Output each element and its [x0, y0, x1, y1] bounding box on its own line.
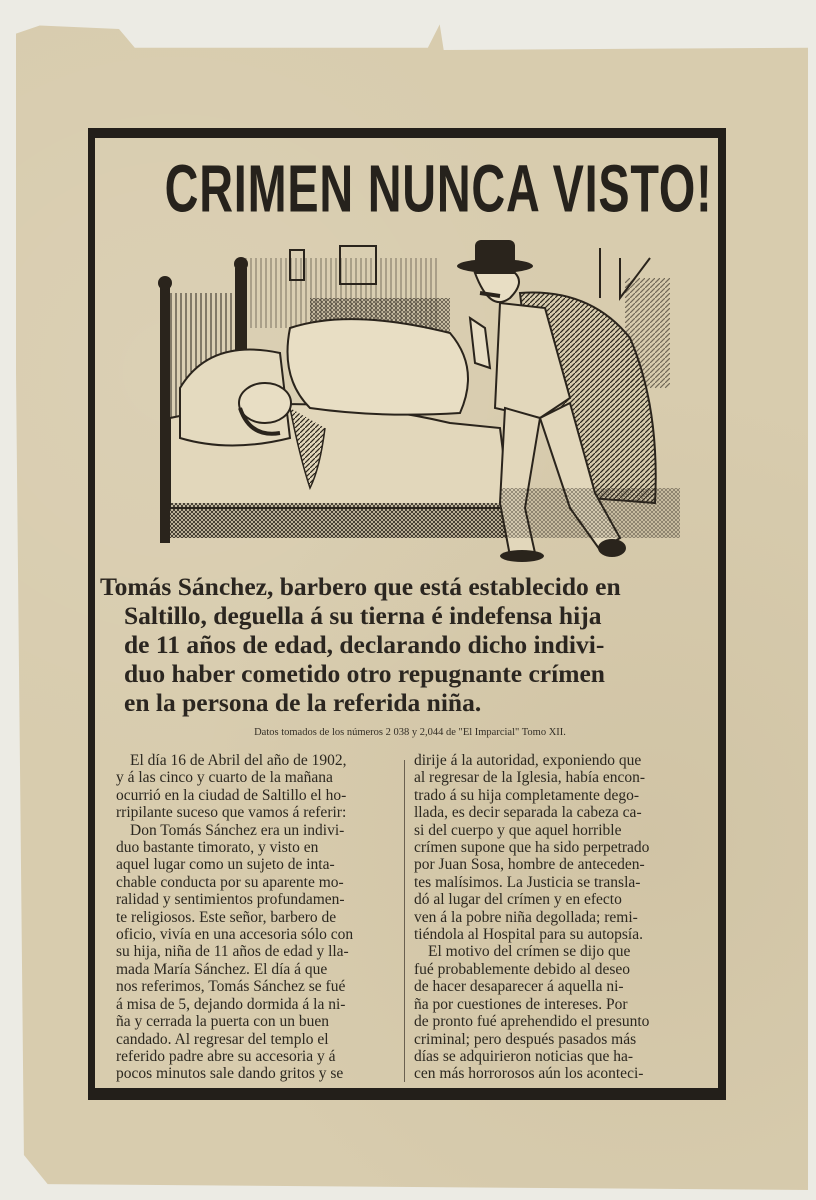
text-line: pocos minutos sale dando gritos y se: [116, 1065, 344, 1083]
engraving-illustration-icon: [150, 238, 680, 568]
text-line: de hacer desaparecer á aquella ni-: [414, 978, 624, 996]
column-divider: [404, 760, 405, 1082]
text-line: candado. Al regresar del templo el: [116, 1030, 329, 1048]
subheadline-line: Saltillo, deguella á su tierna é indefensa hija: [124, 601, 602, 630]
text-line: y á las cinco y cuarto de la mañana: [116, 769, 333, 787]
text-line: mada María Sánchez. El día á que: [116, 960, 328, 978]
text-line: Don Tomás Sánchez era un indivi-: [130, 821, 345, 839]
subheadline-line: Tomás Sánchez, barbero que está establecido en: [100, 572, 621, 601]
text-line: tes malísimos. La Justicia se transla-: [414, 873, 641, 891]
text-line: oficio, vivía en una accesoria sólo con: [116, 926, 354, 944]
text-line: criminal; pero después pasados más: [414, 1030, 637, 1048]
text-line: días se adquirieron noticias que ha-: [414, 1047, 634, 1065]
text-line: ocurrió en la ciudad de Saltillo el ho-: [116, 786, 347, 804]
text-line: fué probablemente debido al deseo: [414, 960, 631, 978]
text-line: llada, es decir separada la cabeza ca-: [414, 804, 642, 822]
text-line: ralidad y sentimientos profundamen-: [116, 891, 345, 909]
text-line: dirije á la autoridad, exponiendo que: [414, 752, 642, 769]
article-column-right: [414, 752, 704, 1083]
text-line: El día 16 de Abril del año de 1902,: [130, 752, 347, 769]
text-line: de pronto fué aprehendido el presunto: [414, 1013, 650, 1031]
text-line: rripilante suceso que vamos á referir:: [116, 804, 347, 822]
text-line: por Juan Sosa, hombre de anteceden-: [414, 856, 645, 874]
text-line: tiéndola al Hospital para su autopsía.: [414, 926, 643, 944]
text-line: ña por cuestiones de intereses. Por: [414, 995, 628, 1013]
text-line: su hija, niña de 11 años de edad y lla-: [116, 943, 349, 961]
text-line: trado á su hija completamente dego-: [414, 786, 640, 804]
subheadline-line: de 11 años de edad, declarando dicho indivi-: [124, 630, 605, 659]
text-line: crímen supone que ha sido perpetrado: [414, 839, 650, 857]
text-line: duo bastante timorato, y visto en: [116, 839, 319, 857]
subheadline-line: duo haber cometido otro repugnante crímen: [124, 659, 605, 688]
text-line: ña y cerrada la puerta con un buen: [116, 1013, 330, 1031]
text-line: cen más horrorosos aún los aconteci-: [414, 1065, 644, 1083]
text-line: si del cuerpo y que aquel horrible: [414, 821, 622, 839]
text-line: chable conducta por su aparente mo-: [116, 873, 344, 891]
subheadline: [100, 572, 712, 717]
source-note: Datos tomados de los números 2 038 y 2,044 de "El Imparcial" Tomo XII.: [254, 727, 566, 738]
text-line: aquel lugar como un sujeto de inta-: [116, 856, 335, 874]
text-line: á misa de 5, dejando dormida á la ni-: [116, 995, 346, 1013]
text-line: El motivo del crímen se dijo que: [428, 943, 631, 961]
subheadline-line: en la persona de la referida niña.: [124, 688, 482, 717]
text-line: dó al lugar del crímen y en efecto: [414, 891, 622, 909]
article-column-left: [116, 752, 396, 1083]
text-line: nos referimos, Tomás Sánchez se fué: [116, 978, 346, 996]
text-line: al regresar de la Iglesia, había encon-: [414, 769, 646, 787]
text-line: te religiosos. Este señor, barbero de: [116, 908, 337, 926]
page-title: CRIMEN NUNCA VISTO!: [164, 151, 713, 227]
text-line: referido padre abre su accesoria y á: [116, 1047, 336, 1065]
text-line: ven á la pobre niña degollada; remi-: [414, 908, 638, 926]
